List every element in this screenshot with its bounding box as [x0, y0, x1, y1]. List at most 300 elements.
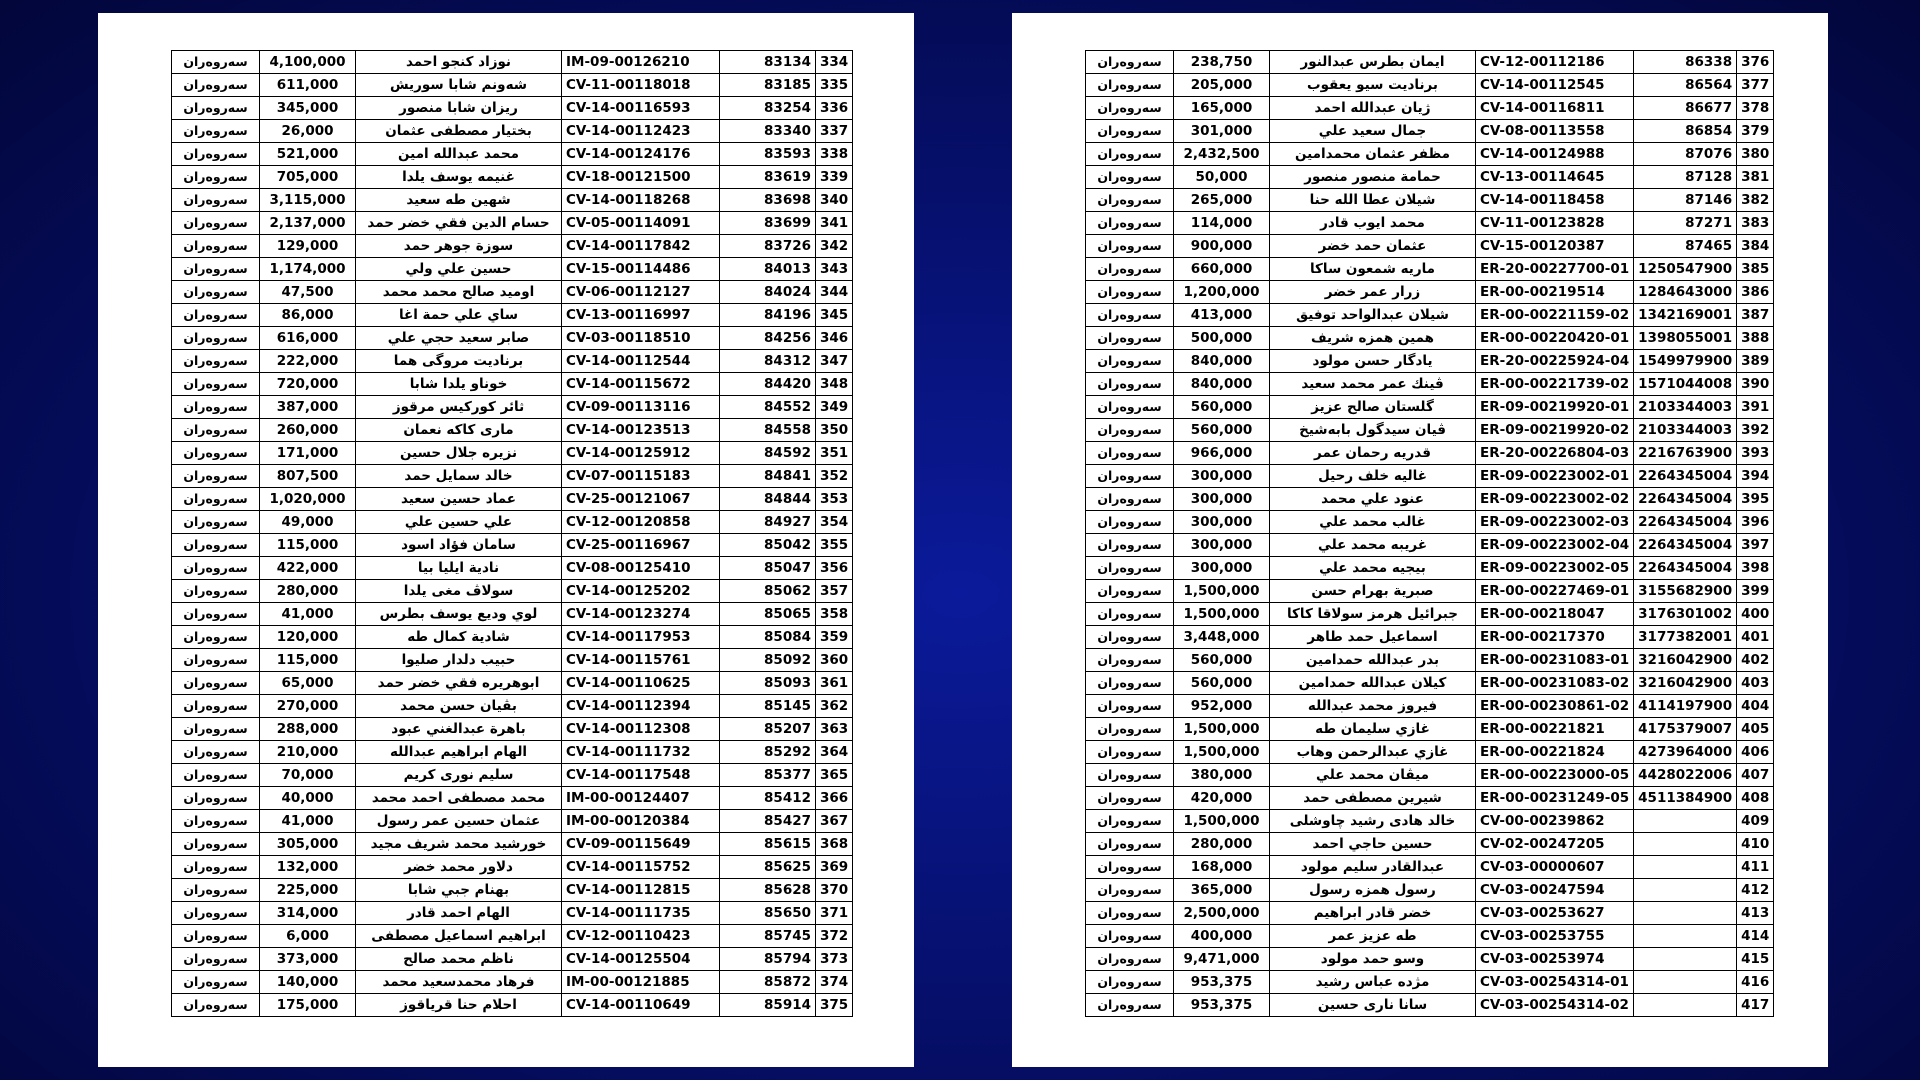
name-cell: همين همزه شريف [1270, 327, 1476, 350]
name-cell: فرهاد محمدسعيد محمد [356, 971, 562, 994]
row-number-cell: 378 [1737, 97, 1774, 120]
row-number-cell: 383 [1737, 212, 1774, 235]
id-number-cell: 4428022006 [1634, 764, 1737, 787]
name-cell: اسماعيل حمد طاهر [1270, 626, 1476, 649]
table-row [1086, 580, 1774, 603]
row-number-cell: 345 [816, 304, 853, 327]
location-cell: سەروەران [1086, 327, 1174, 350]
location-cell: سەروەران [172, 189, 260, 212]
amount-cell: 1,500,000 [1174, 603, 1270, 626]
amount-cell: 345,000 [260, 97, 356, 120]
row-number-cell: 344 [816, 281, 853, 304]
row-number-cell: 372 [816, 925, 853, 948]
amount-cell: 953,375 [1174, 971, 1270, 994]
table-row [172, 143, 853, 166]
amount-cell: 305,000 [260, 833, 356, 856]
id-number-cell: 84196 [720, 304, 816, 327]
table-row [172, 741, 853, 764]
name-cell: غالب محمد علي [1270, 511, 1476, 534]
records-table-right [1085, 50, 1774, 1017]
row-number-cell: 346 [816, 327, 853, 350]
name-cell: ميڤان محمد علي [1270, 764, 1476, 787]
name-cell: بڤيان حسن محمد [356, 695, 562, 718]
id-number-cell [1634, 879, 1737, 902]
row-number-cell: 403 [1737, 672, 1774, 695]
amount-cell: 132,000 [260, 856, 356, 879]
location-cell: سەروەران [1086, 396, 1174, 419]
amount-cell: 114,000 [1174, 212, 1270, 235]
amount-cell: 365,000 [1174, 879, 1270, 902]
id-number-cell [1634, 902, 1737, 925]
document-code-cell: IM-09-00126210 [562, 51, 720, 74]
row-number-cell: 404 [1737, 695, 1774, 718]
row-number-cell: 389 [1737, 350, 1774, 373]
document-code-cell: CV-14-00125912 [562, 442, 720, 465]
row-number-cell: 400 [1737, 603, 1774, 626]
name-cell: خالد سمايل حمد [356, 465, 562, 488]
row-number-cell: 340 [816, 189, 853, 212]
row-number-cell: 415 [1737, 948, 1774, 971]
location-cell: سەروەران [1086, 258, 1174, 281]
table-row [172, 925, 853, 948]
amount-cell: 420,000 [1174, 787, 1270, 810]
amount-cell: 3,115,000 [260, 189, 356, 212]
amount-cell: 120,000 [260, 626, 356, 649]
amount-cell: 47,500 [260, 281, 356, 304]
location-cell: سەروەران [1086, 902, 1174, 925]
document-code-cell: ER-00-00217370 [1476, 626, 1634, 649]
id-number-cell: 85084 [720, 626, 816, 649]
amount-cell: 300,000 [1174, 511, 1270, 534]
id-number-cell: 83699 [720, 212, 816, 235]
document-code-cell: CV-14-00124176 [562, 143, 720, 166]
document-page-right [1012, 13, 1828, 1067]
amount-cell: 65,000 [260, 672, 356, 695]
amount-cell: 1,020,000 [260, 488, 356, 511]
id-number-cell: 4273964000 [1634, 741, 1737, 764]
name-cell: غريبه محمد علي [1270, 534, 1476, 557]
table-row [1086, 235, 1774, 258]
row-number-cell: 386 [1737, 281, 1774, 304]
document-code-cell: CV-14-00125504 [562, 948, 720, 971]
name-cell: ايمان بطرس عبدالنور [1270, 51, 1476, 74]
id-number-cell: 85145 [720, 695, 816, 718]
document-code-cell: IM-00-00124407 [562, 787, 720, 810]
row-number-cell: 365 [816, 764, 853, 787]
document-code-cell: ER-20-00226804-03 [1476, 442, 1634, 465]
name-cell: قدريه رحمان عمر [1270, 442, 1476, 465]
name-cell: حبيب دلدار صليوا [356, 649, 562, 672]
row-number-cell: 379 [1737, 120, 1774, 143]
document-code-cell: CV-18-00121500 [562, 166, 720, 189]
id-number-cell: 87128 [1634, 166, 1737, 189]
name-cell: بختيار مصطفى عثمان [356, 120, 562, 143]
name-cell: ابراهيم اسماعيل مصطفى [356, 925, 562, 948]
document-code-cell: ER-09-00223002-01 [1476, 465, 1634, 488]
id-number-cell: 83726 [720, 235, 816, 258]
row-number-cell: 339 [816, 166, 853, 189]
id-number-cell: 3155682900 [1634, 580, 1737, 603]
table-row [172, 902, 853, 925]
id-number-cell: 85872 [720, 971, 816, 994]
document-code-cell: ER-09-00223002-03 [1476, 511, 1634, 534]
location-cell: سەروەران [1086, 649, 1174, 672]
row-number-cell: 381 [1737, 166, 1774, 189]
document-code-cell: ER-09-00223002-04 [1476, 534, 1634, 557]
name-cell: ابوهريره فقي خضر حمد [356, 672, 562, 695]
document-code-cell: ER-20-00225924-04 [1476, 350, 1634, 373]
id-number-cell [1634, 948, 1737, 971]
table-row [172, 718, 853, 741]
location-cell: سەروەران [172, 442, 260, 465]
name-cell: عثمان حسين عمر رسول [356, 810, 562, 833]
location-cell: سەروەران [172, 281, 260, 304]
location-cell: سەروەران [172, 97, 260, 120]
document-code-cell: CV-14-00112544 [562, 350, 720, 373]
name-cell: ڤيان سيدگول بابەشيخ [1270, 419, 1476, 442]
location-cell: سەروەران [172, 879, 260, 902]
document-code-cell: CV-03-00118510 [562, 327, 720, 350]
row-number-cell: 335 [816, 74, 853, 97]
table-row [172, 787, 853, 810]
name-cell: نزيره جلال حسين [356, 442, 562, 465]
location-cell: سەروەران [1086, 304, 1174, 327]
document-code-cell: CV-03-00253755 [1476, 925, 1634, 948]
row-number-cell: 369 [816, 856, 853, 879]
id-number-cell: 1549979900 [1634, 350, 1737, 373]
row-number-cell: 406 [1737, 741, 1774, 764]
location-cell: سەروەران [172, 51, 260, 74]
location-cell: سەروەران [172, 488, 260, 511]
table-row [1086, 879, 1774, 902]
location-cell: سەروەران [1086, 189, 1174, 212]
location-cell: سەروەران [1086, 465, 1174, 488]
name-cell: ثائر كوركيس مرقوز [356, 396, 562, 419]
amount-cell: 840,000 [1174, 373, 1270, 396]
row-number-cell: 409 [1737, 810, 1774, 833]
amount-cell: 50,000 [1174, 166, 1270, 189]
document-code-cell: ER-09-00219920-02 [1476, 419, 1634, 442]
amount-cell: 3,448,000 [1174, 626, 1270, 649]
row-number-cell: 354 [816, 511, 853, 534]
id-number-cell: 84312 [720, 350, 816, 373]
location-cell: سەروەران [1086, 856, 1174, 879]
table-row [1086, 304, 1774, 327]
name-cell: نوزاد كنجو احمد [356, 51, 562, 74]
table-row [1086, 350, 1774, 373]
name-cell: احلام حنا قرياقوز [356, 994, 562, 1017]
amount-cell: 300,000 [1174, 465, 1270, 488]
id-number-cell: 86854 [1634, 120, 1737, 143]
amount-cell: 400,000 [1174, 925, 1270, 948]
id-number-cell: 85207 [720, 718, 816, 741]
row-number-cell: 355 [816, 534, 853, 557]
amount-cell: 560,000 [1174, 419, 1270, 442]
name-cell: سولاڤ مغى يلدا [356, 580, 562, 603]
name-cell: زرار عمر خضر [1270, 281, 1476, 304]
name-cell: شادية كمال طه [356, 626, 562, 649]
row-number-cell: 342 [816, 235, 853, 258]
id-number-cell: 1342169001 [1634, 304, 1737, 327]
id-number-cell: 2103344003 [1634, 419, 1737, 442]
document-code-cell: CV-13-00116997 [562, 304, 720, 327]
location-cell: سەروەران [172, 626, 260, 649]
table-row [172, 166, 853, 189]
location-cell: سەروەران [172, 258, 260, 281]
amount-cell: 280,000 [260, 580, 356, 603]
location-cell: سەروەران [1086, 235, 1174, 258]
id-number-cell: 85292 [720, 741, 816, 764]
location-cell: سەروەران [172, 534, 260, 557]
name-cell: سليم نورى كريم [356, 764, 562, 787]
table-row [172, 74, 853, 97]
location-cell: سەروەران [172, 672, 260, 695]
row-number-cell: 366 [816, 787, 853, 810]
amount-cell: 205,000 [1174, 74, 1270, 97]
table-row [172, 971, 853, 994]
table-row [1086, 833, 1774, 856]
row-number-cell: 364 [816, 741, 853, 764]
document-code-cell: ER-00-00219514 [1476, 281, 1634, 304]
location-cell: سەروەران [172, 695, 260, 718]
amount-cell: 301,000 [1174, 120, 1270, 143]
row-number-cell: 380 [1737, 143, 1774, 166]
id-number-cell: 83698 [720, 189, 816, 212]
amount-cell: 422,000 [260, 557, 356, 580]
location-cell: سەروەران [1086, 143, 1174, 166]
id-number-cell: 84927 [720, 511, 816, 534]
document-code-cell: CV-06-00112127 [562, 281, 720, 304]
table-row [1086, 902, 1774, 925]
amount-cell: 270,000 [260, 695, 356, 718]
id-number-cell: 85628 [720, 879, 816, 902]
table-row [1086, 396, 1774, 419]
document-code-cell: ER-00-00231083-02 [1476, 672, 1634, 695]
document-code-cell: CV-15-00120387 [1476, 235, 1634, 258]
location-cell: سەروەران [1086, 695, 1174, 718]
amount-cell: 129,000 [260, 235, 356, 258]
document-code-cell: CV-14-00116593 [562, 97, 720, 120]
row-number-cell: 357 [816, 580, 853, 603]
id-number-cell: 1571044008 [1634, 373, 1737, 396]
document-code-cell: CV-09-00115649 [562, 833, 720, 856]
amount-cell: 314,000 [260, 902, 356, 925]
amount-cell: 300,000 [1174, 557, 1270, 580]
table-row [1086, 166, 1774, 189]
name-cell: يادگار حسن مولود [1270, 350, 1476, 373]
id-number-cell: 86677 [1634, 97, 1737, 120]
table-row [172, 810, 853, 833]
document-code-cell: CV-14-00117548 [562, 764, 720, 787]
document-code-cell: ER-00-00221821 [1476, 718, 1634, 741]
location-cell: سەروەران [172, 74, 260, 97]
name-cell: شيلان عطا الله حنا [1270, 189, 1476, 212]
location-cell: سەروەران [172, 580, 260, 603]
location-cell: سەروەران [1086, 810, 1174, 833]
row-number-cell: 363 [816, 718, 853, 741]
row-number-cell: 398 [1737, 557, 1774, 580]
id-number-cell: 86564 [1634, 74, 1737, 97]
amount-cell: 168,000 [1174, 856, 1270, 879]
name-cell: عماد حسين سعيد [356, 488, 562, 511]
id-number-cell: 3216042900 [1634, 672, 1737, 695]
table-row [1086, 442, 1774, 465]
location-cell: سەروەران [172, 465, 260, 488]
document-code-cell: ER-20-00227700-01 [1476, 258, 1634, 281]
location-cell: سەروەران [1086, 672, 1174, 695]
row-number-cell: 377 [1737, 74, 1774, 97]
row-number-cell: 392 [1737, 419, 1774, 442]
row-number-cell: 360 [816, 649, 853, 672]
document-code-cell: CV-11-00118018 [562, 74, 720, 97]
table-row [1086, 97, 1774, 120]
table-row [1086, 695, 1774, 718]
location-cell: سەروەران [172, 511, 260, 534]
records-table-left [171, 50, 853, 1017]
name-cell: ناظم محمد صالح [356, 948, 562, 971]
amount-cell: 265,000 [1174, 189, 1270, 212]
location-cell: سەروەران [172, 419, 260, 442]
document-code-cell: CV-14-00112423 [562, 120, 720, 143]
location-cell: سەروەران [172, 810, 260, 833]
amount-cell: 387,000 [260, 396, 356, 419]
table-row [1086, 258, 1774, 281]
row-number-cell: 351 [816, 442, 853, 465]
document-code-cell: CV-14-00118458 [1476, 189, 1634, 212]
amount-cell: 210,000 [260, 741, 356, 764]
row-number-cell: 368 [816, 833, 853, 856]
table-row [172, 51, 853, 74]
id-number-cell: 85650 [720, 902, 816, 925]
location-cell: سەروەران [1086, 373, 1174, 396]
row-number-cell: 352 [816, 465, 853, 488]
row-number-cell: 373 [816, 948, 853, 971]
amount-cell: 115,000 [260, 649, 356, 672]
table-row [1086, 626, 1774, 649]
location-cell: سەروەران [172, 764, 260, 787]
name-cell: سامان فؤاد اسود [356, 534, 562, 557]
name-cell: شەونم شابا سوريش [356, 74, 562, 97]
table-row [172, 695, 853, 718]
row-number-cell: 375 [816, 994, 853, 1017]
row-number-cell: 349 [816, 396, 853, 419]
amount-cell: 2,137,000 [260, 212, 356, 235]
table-row [1086, 120, 1774, 143]
table-row [172, 879, 853, 902]
document-code-cell: CV-14-00110625 [562, 672, 720, 695]
amount-cell: 222,000 [260, 350, 356, 373]
id-number-cell: 84256 [720, 327, 816, 350]
table-row [172, 350, 853, 373]
document-code-cell: CV-03-00253627 [1476, 902, 1634, 925]
id-number-cell: 84013 [720, 258, 816, 281]
name-cell: خورشيد محمد شريف مجيد [356, 833, 562, 856]
name-cell: عنود علي محمد [1270, 488, 1476, 511]
location-cell: سەروەران [1086, 488, 1174, 511]
location-cell: سەروەران [172, 649, 260, 672]
location-cell: سەروەران [172, 925, 260, 948]
amount-cell: 560,000 [1174, 672, 1270, 695]
amount-cell: 560,000 [1174, 396, 1270, 419]
amount-cell: 953,375 [1174, 994, 1270, 1017]
row-number-cell: 382 [1737, 189, 1774, 212]
name-cell: محمد ايوب قادر [1270, 212, 1476, 235]
name-cell: الهام ابراهيم عبدالله [356, 741, 562, 764]
document-code-cell: CV-14-00123513 [562, 419, 720, 442]
name-cell: ماريه شمعون ساكا [1270, 258, 1476, 281]
document-code-cell: CV-02-00247205 [1476, 833, 1634, 856]
row-number-cell: 413 [1737, 902, 1774, 925]
id-number-cell: 83340 [720, 120, 816, 143]
table-row [1086, 74, 1774, 97]
amount-cell: 300,000 [1174, 488, 1270, 511]
table-row [172, 327, 853, 350]
amount-cell: 41,000 [260, 810, 356, 833]
location-cell: سەروەران [172, 971, 260, 994]
row-number-cell: 358 [816, 603, 853, 626]
row-number-cell: 411 [1737, 856, 1774, 879]
id-number-cell: 84420 [720, 373, 816, 396]
table-row [172, 534, 853, 557]
document-code-cell: ER-09-00223002-02 [1476, 488, 1634, 511]
document-code-cell: CV-00-00239862 [1476, 810, 1634, 833]
table-row [172, 212, 853, 235]
amount-cell: 225,000 [260, 879, 356, 902]
location-cell: سەروەران [172, 948, 260, 971]
amount-cell: 41,000 [260, 603, 356, 626]
document-code-cell: ER-00-00221739-02 [1476, 373, 1634, 396]
name-cell: سانا نارى حسين [1270, 994, 1476, 1017]
row-number-cell: 412 [1737, 879, 1774, 902]
location-cell: سەروەران [1086, 741, 1174, 764]
table-row [1086, 971, 1774, 994]
amount-cell: 660,000 [1174, 258, 1270, 281]
name-cell: برناديت سيو يعقوب [1270, 74, 1476, 97]
id-number-cell [1634, 971, 1737, 994]
row-number-cell: 416 [1737, 971, 1774, 994]
document-code-cell: CV-14-00115761 [562, 649, 720, 672]
row-number-cell: 407 [1737, 764, 1774, 787]
table-row [172, 580, 853, 603]
name-cell: محمد عبدالله امين [356, 143, 562, 166]
id-number-cell: 87271 [1634, 212, 1737, 235]
table-row [172, 442, 853, 465]
row-number-cell: 390 [1737, 373, 1774, 396]
id-number-cell: 85625 [720, 856, 816, 879]
id-number-cell: 2264345004 [1634, 511, 1737, 534]
table-row [1086, 511, 1774, 534]
id-number-cell: 85412 [720, 787, 816, 810]
location-cell: سەروەران [1086, 212, 1174, 235]
document-code-cell: CV-14-00110649 [562, 994, 720, 1017]
row-number-cell: 394 [1737, 465, 1774, 488]
id-number-cell: 87146 [1634, 189, 1737, 212]
location-cell: سەروەران [1086, 879, 1174, 902]
location-cell: سەروەران [1086, 74, 1174, 97]
name-cell: خضر قادر ابراهيم [1270, 902, 1476, 925]
amount-cell: 4,100,000 [260, 51, 356, 74]
table-row [1086, 810, 1774, 833]
document-code-cell: CV-14-00115672 [562, 373, 720, 396]
name-cell: عبدالقادر سليم مولود [1270, 856, 1476, 879]
document-code-cell: CV-14-00111735 [562, 902, 720, 925]
name-cell: ساي علي حمة اغا [356, 304, 562, 327]
id-number-cell: 2264345004 [1634, 557, 1737, 580]
name-cell: مژده عباس رشيد [1270, 971, 1476, 994]
id-number-cell: 84024 [720, 281, 816, 304]
id-number-cell: 85093 [720, 672, 816, 695]
table-row [172, 235, 853, 258]
